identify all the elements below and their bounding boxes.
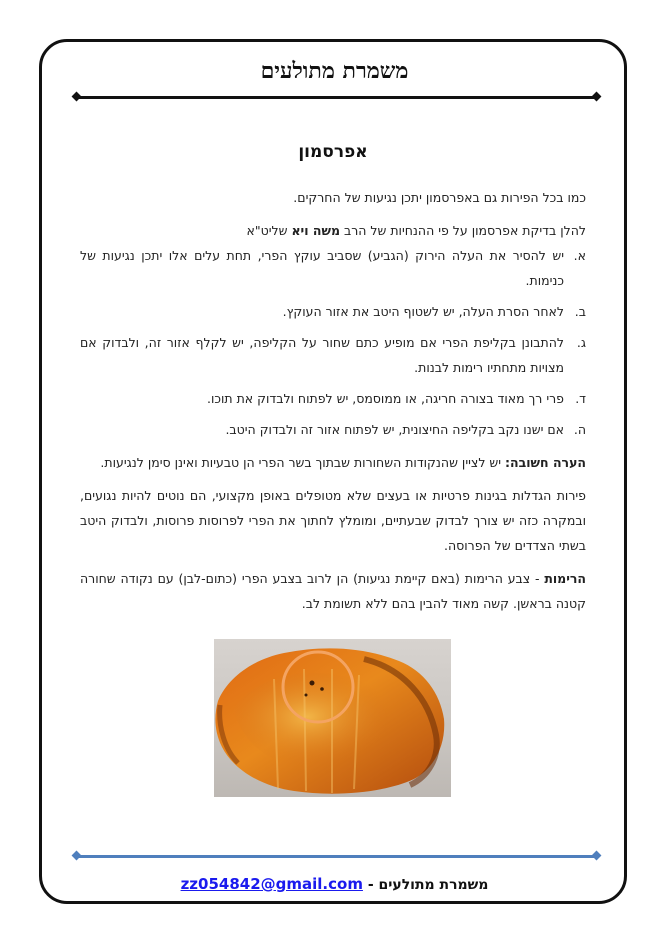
guide-rabbi-name: משה ויא — [291, 223, 340, 238]
footer-email-link[interactable]: zz054842@gmail.com — [180, 875, 363, 893]
important-note — [80, 450, 586, 475]
list-item-text: אם ישנו נקב בקליפה החיצונית, יש לפתוח אזור זה ולבדוק היטב. — [225, 422, 564, 437]
document-body — [80, 140, 586, 624]
list-marker: ד. — [575, 391, 586, 406]
list-marker: ה. — [573, 422, 586, 437]
list-marker: א. — [573, 248, 586, 263]
footer-separator: - — [362, 877, 379, 893]
larvae-paragraph — [80, 566, 586, 616]
footer-org: משמרת מתולעים — [378, 877, 489, 893]
document-title: אפרסמון — [298, 142, 368, 162]
intro-paragraph: כמו בכל הפירות גם באפרסמון יתכן נגיעות של החרקים. — [293, 190, 586, 205]
list-marker: ג. — [576, 335, 586, 350]
list-item-text: יש להסיר את העלה הירוק (הגביע) שסביב עוקץ הפרי, תחת עלים אלו יתכן נגיעות של כנימות. — [80, 248, 564, 288]
list-item-text: פרי רך מאוד בצורה חריגה, או ממוסמס, יש לפתוח ולבדוק את תוכו. — [207, 391, 564, 406]
guide-prefix: להלן בדיקת אפרסמון על פי ההנחיות של הרב — [340, 223, 586, 238]
larvae-text: - צבע הרימות (באם קיימת נגיעות) הן לרוב בצבע הפרי (כתום-לבן) עם נקודה שחורה קטנה בראשן. קשה מאוד להבין בהם ללא תשומת לב. — [80, 571, 586, 611]
list-item — [80, 417, 586, 442]
larvae-label: הרימות — [544, 571, 586, 586]
guide-suffix: שליט"א — [246, 223, 292, 238]
list-item — [80, 386, 586, 411]
list-item-text: לאחר הסרת העלה, יש לשטוף היטב את אזור העוקץ. — [282, 304, 564, 319]
note-text: יש לציין שהנקודות השחורות שבתוך בשר הפרי הן טבעיות ואינן סימן לנגיעות. — [100, 455, 506, 470]
list-marker: ב. — [574, 304, 586, 319]
list-item — [80, 330, 586, 380]
header-divider — [78, 96, 594, 99]
footer — [39, 875, 630, 893]
footer-divider — [78, 855, 594, 858]
persimmon-photo — [214, 639, 451, 797]
list-item-text: להתבונן בקליפת הפרי אם מופיע כתם שחור על הקליפה, יש לקלף אזור זה, ולבדוק אם מצויות מתחתיו רימות לבנות. — [80, 335, 564, 375]
list-item — [80, 243, 586, 293]
header-title: משמרת מתולעים — [260, 58, 409, 84]
guide-paragraph — [80, 218, 586, 243]
garden-paragraph: פירות הגדלות בגינות פרטיות או בעצים שלא מטופלים באופן מקצועי, הם נוטים להיות נגועים, ובמקרה כזה יש צורך לבדוק שבעתיים, ומומלץ לחתוך את הפרי לפרוסות פרוסות, ולבדוק היטב בשתי הצדדים של הפרוסה. — [80, 488, 586, 553]
note-label: הערה חשובה: — [505, 455, 586, 470]
inspection-steps — [80, 243, 586, 442]
list-item — [80, 299, 586, 324]
